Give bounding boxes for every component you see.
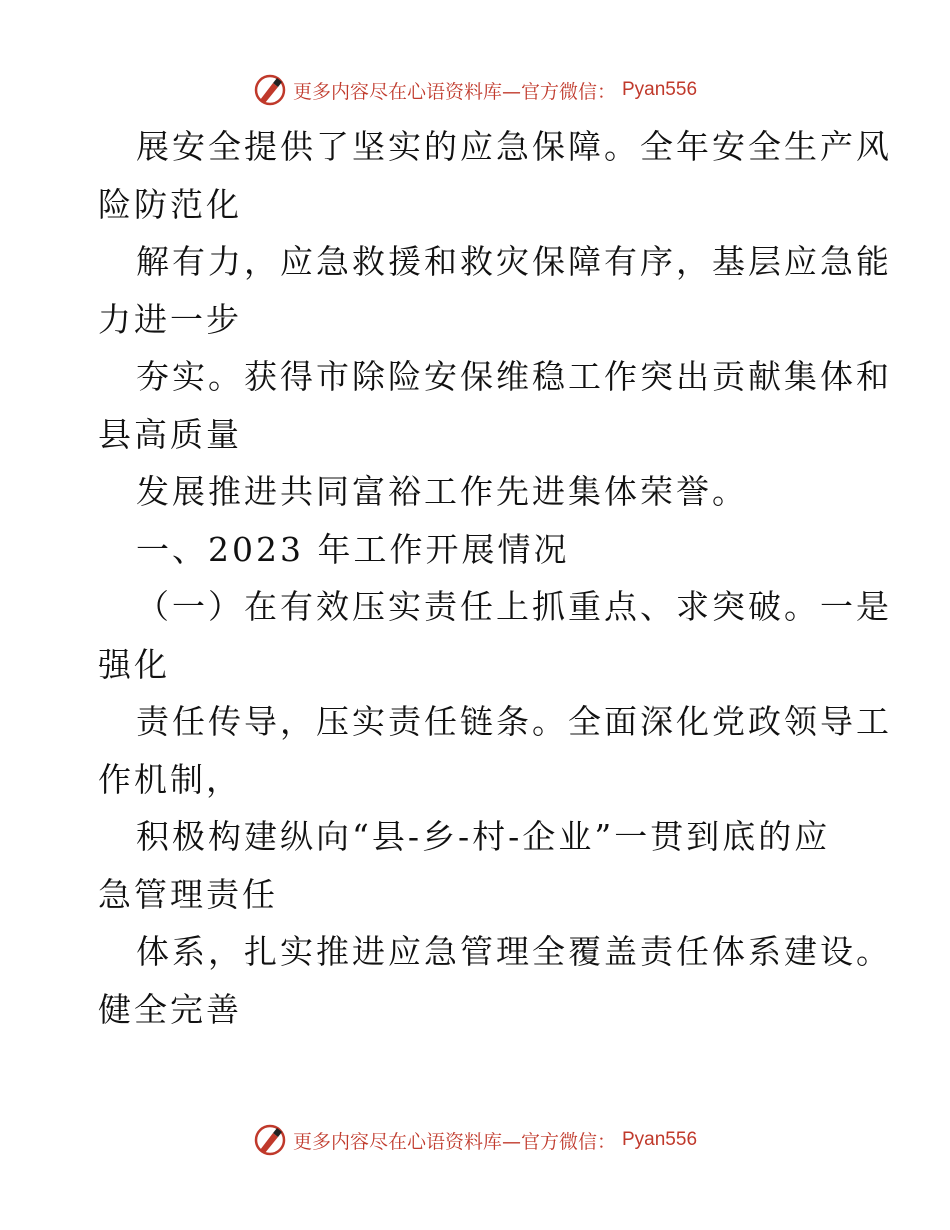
text-line: 积极构建纵向“县-乡-村-企业”一贯到底的应 — [136, 817, 831, 856]
text-line: 健全完善 — [98, 989, 242, 1029]
text-line: 力进一步 — [98, 299, 242, 339]
pen-logo-icon — [253, 73, 287, 107]
watermark-wechat-id: Pyan556 — [622, 79, 698, 100]
text-line: 夯实。获得市除险安保维稳工作突出贡献集体和 — [136, 357, 892, 396]
header-watermark — [0, 70, 950, 110]
text-line: 体系，扎实推进应急管理全覆盖责任体系建设。 — [136, 932, 892, 971]
watermark-wechat-id: Pyan556 — [622, 1129, 698, 1150]
text-line: 发展推进共同富裕工作先进集体荣誉。 — [136, 472, 748, 511]
document-body — [98, 118, 892, 1038]
watermark-text: 更多内容尽在心语资料库—官方微信： — [292, 1130, 616, 1153]
text-line: 解有力，应急救援和救灾保障有序，基层应急能 — [136, 242, 892, 281]
text-line: 强化 — [98, 644, 170, 684]
footer-watermark — [0, 1120, 950, 1160]
section-heading: 一、2023 年工作开展情况 — [136, 529, 570, 569]
watermark-text: 更多内容尽在心语资料库—官方微信： — [292, 80, 616, 103]
text-line: （一）在有效压实责任上抓重点、求突破。一是 — [136, 587, 892, 626]
text-line: 责任传导，压实责任链条。全面深化党政领导工 — [136, 702, 892, 741]
text-line: 作机制， — [98, 759, 242, 799]
text-line: 展安全提供了坚实的应急保障。全年安全生产风 — [136, 127, 892, 166]
text-line: 险防范化 — [98, 184, 242, 224]
text-line: 县高质量 — [98, 414, 242, 454]
pen-logo-icon — [253, 1123, 287, 1157]
text-line: 急管理责任 — [98, 874, 278, 914]
